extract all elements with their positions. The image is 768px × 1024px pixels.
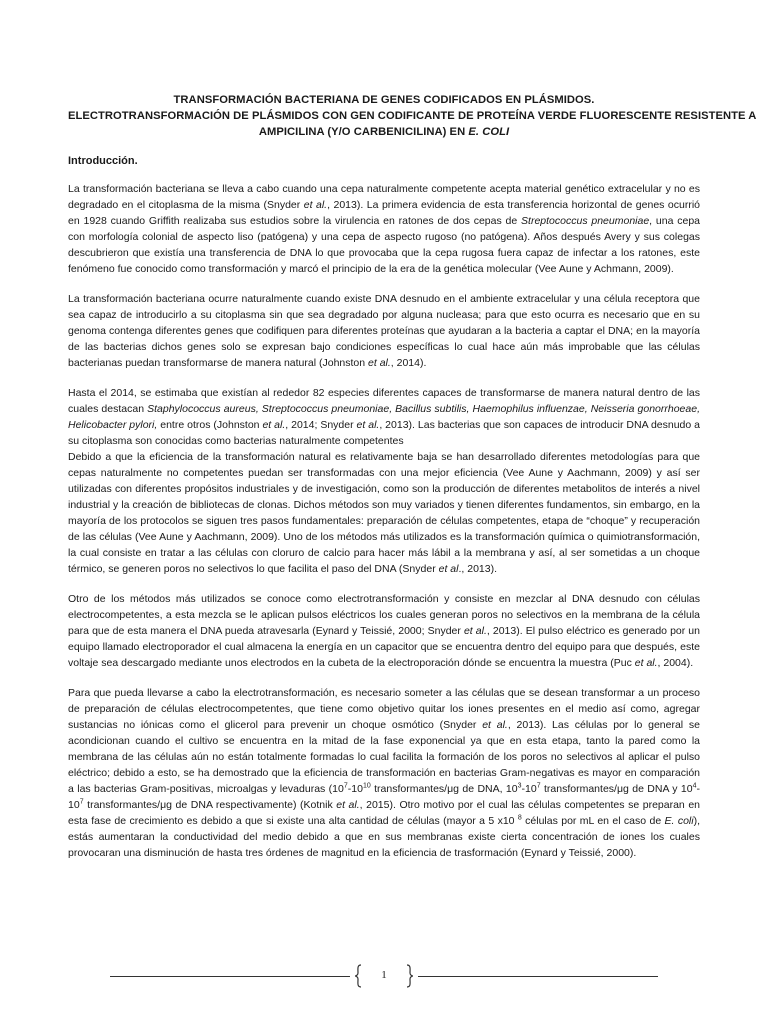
document-body bbox=[68, 92, 757, 875]
paragraph-4: Debido a que la eficiencia de la transformación natural es relativamente baja se han desarrollado diferentes metodologías para que cepas naturalmente no competentes puedan ser transformadas con una mejor eficiencia (Vee Aune y Aachmann, 2009) y así ser utilizadas con diferentes propósitos industriales y de investigación, como son la producción de diferentes metabolitos de interés a nivel industrial y la creación de bibliotecas de clonas. Dichos métodos son muy variados y tienen diferentes fundamentos, sin embargo, en la mayoría de los protocolos se siguen tres pasos fundamentales: preparación de células competentes, etapa de “choque” y recuperación de las células (Vee Aune y Aachmann, 2009). Uno de los métodos más utilizados es la transformación química o quimiotransformación, la cual consiste en tratar a las células con cloruro de calcio para hacer más lábil a la membrana y así, al ser sometidas a un choque térmico, se generen poros no selectivos lo que facilita el paso del DNA (Snyder et al., 2013). bbox=[68, 451, 700, 575]
title-line-1: TRANSFORMACIÓN BACTERIANA DE GENES CODIFICADOS EN PLÁSMIDOS. bbox=[173, 94, 595, 106]
title-line-2: ELECTROTRANSFORMACIÓN DE PLÁSMIDOS CON GEN CODIFICANTE DE PROTEÍNA VERDE FLUORESCENTE RESISTENTE A bbox=[68, 110, 757, 122]
page-number: 1 bbox=[381, 969, 387, 981]
right-brace-icon bbox=[406, 964, 414, 988]
section-heading-introduccion: Introducción. bbox=[68, 155, 138, 167]
paragraph-5: Otro de los métodos más utilizados se conoce como electrotransformación y consiste en mezclar al DNA desnudo con células electrocompetentes, a esta mezcla se le aplican pulsos eléctricos los cuales generan poros no selectivos en la membrana de la célula para que de esta manera el DNA pueda atravesarla (Eynard y Teissié, 2000; Snyder et al., 2013). El pulso eléctrico es generado por un equipo llamado electroporador el cual almacena la energía en un capacitor que se encuentra dentro del equipo para que después, este voltaje sea descargado mediante unos electrodos en la cubeta de la electroporación dónde se encuentra la muestra (Puc et al., 2004). bbox=[68, 593, 700, 669]
paragraph-1: La transformación bacteriana se lleva a cabo cuando una cepa naturalmente competente acepta material genético extracelular y no es degradado en el citoplasma de la misma (Snyder et al., 2013). La primera evidencia de esta transferencia horizontal de genes ocurrió en 1928 cuando Griffith realizaba sus estudios sobre la virulencia en ratones de dos cepas de Streptococcus pneumoniae, una cepa con morfología colonial de aspecto liso (patógena) y una cepa de aspecto rugoso (no patógena). Años después Avery y sus colegas descubrieron que existía una transferencia de DNA lo que provocaba que la cepa rugosa fuera capaz de infectar a los ratones, este fenómeno fue conocido como transformación y marcó el principio de la era de la genética molecular (Vee Aune y Achmann, 2009). bbox=[68, 183, 700, 275]
footer-rule-right bbox=[418, 976, 658, 977]
title-line-3: AMPICILINA (Y/O CARBENICILINA) EN E. COLI bbox=[258, 126, 510, 138]
paragraph-3: Hasta el 2014, se estimaba que existían al rededor 82 especies diferentes capaces de transformarse de manera natural dentro de las cuales destacan Staphylococcus aureus, Streptococcus pneumoniae, Bacillus subtilis, Haemophilus influenzae, Neisseria gonorrhoeae, Helicobacter pylori, entre otros (Johnston et al., 2014; Snyder et al., 2013). Las bacterias que son capaces de introducir DNA desnudo a su citoplasma son conocidas como bacterias naturalmente competentes bbox=[68, 387, 701, 447]
paragraph-6: Para que pueda llevarse a cabo la electrotransformación, es necesario someter a las células que se desean transformar a un proceso de preparación de células electrocompetentes, que tiene como objetivo quitar los iones presentes en el medio así como, agregar sustancias no iónicas como el glicerol para prevenir un choque osmótico (Snyder et al., 2013). Las células por lo general se acondicionan cuando el cultivo se encuentra en la mitad de la fase exponencial ya que en esta etapa, tanto la pared como la membrana de las células aún no están totalmente formadas lo cual facilita la formación de los poros no selectivos al aplicar el pulso eléctrico; debido a esto, se ha demostrado que la eficiencia de transformación en bacterias Gram-negativas es mayor en comparación a las bacterias Gram-positivas, microalgas y levaduras ($10^7-10^{10}$ transformantes/μg de DNA, $10^3-10^7$ transformantes/μg de DNA y $10^4-10^7$ transformantes/μg de DNA respectivamente) (Kotnik et al., 2015). Otro motivo por el cual las células competentes se preparan en esta fase de crecimiento es debido a que si existe una alta cantidad de células (mayor a 5 x10 $^8$ células por mL en el caso de E. coli), estás aumentaran la conductividad del medio debido a que en sus membranas existe cierta concentración de iones los cuales provocaran una disminución de hasta tres órdenes de magnitud en la eficiencia de trasformación (Eynard y Teissié, 2000). bbox=[68, 687, 701, 859]
page-footer bbox=[110, 962, 658, 992]
paragraph-2: La transformación bacteriana ocurre naturalmente cuando existe DNA desnudo en el ambiente extracelular y una célula receptora que sea capaz de introducirlo a su citoplasma sin que sea degradado por alguna nucleasa; para que esto ocurra es necesario que en su genoma contenga diferentes genes que codifiquen para diferentes proteínas que ayudaran a la bacteria a captar el DNA; en la mayoría de las bacterias dichos genes solo se expresan bajo condiciones específicas lo cual hace aún más improbable que las células bacterianas puedan transformarse de manera natural (Johnston et al., 2014). bbox=[68, 293, 700, 369]
document-title bbox=[68, 92, 757, 140]
